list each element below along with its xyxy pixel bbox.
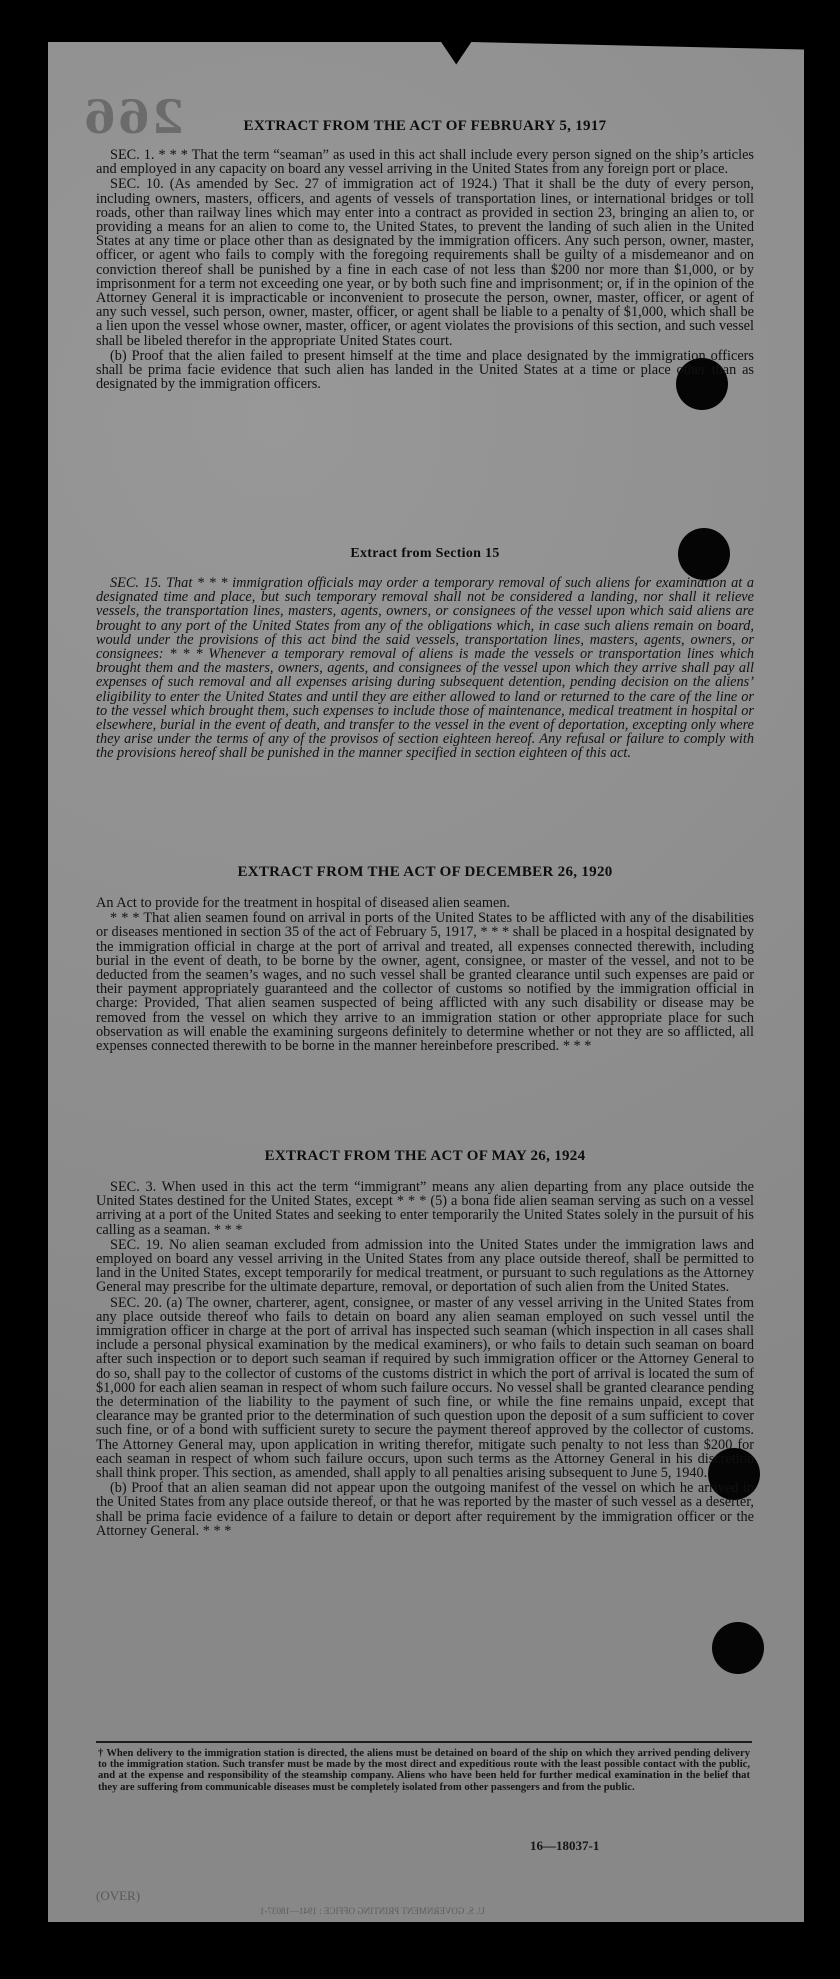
sec-19-paragraph: SEC. 19. No alien seaman excluded from admission into the United States under the immigration laws and employed on board any vessel arriving in the United States from any place outside thereof, shall be permitted to land in the United States, except temporarily for medical treatment, or pursuant to such regulations as the Attorney General may prescribe for the ultimate departure, removal, or deportation of such alien from the United States. xyxy=(96,1236,754,1296)
sec-3-paragraph: SEC. 3. When used in this act the term “immigrant” means any alien departing from any place outside the United States destined for the United States, except * * * (5) a bona fide alien seaman serving as such on a vessel arriving at a port of the United States and seeking to enter temporarily the United States solely in the pursuit of his calling as a seaman. * * * xyxy=(96,1179,754,1238)
footnote: † When delivery to the immigration station is directed, the aliens must be detained on board of the ship on which they arrived pending delivery to the immigration station. Such transfer must be made by the most direct and expeditious route with the least possible contact with the public, and at the expense and responsibility of the steamship company. Aliens who have been held for further medical examination in the belief that they are suffering from communicable diseases must be completely isolated from other passengers and from the public. xyxy=(98,1748,750,1793)
act-1920-text xyxy=(96,896,754,1054)
over-mark: (OVER) xyxy=(96,1888,141,1903)
sec-10-b-paragraph: (b) Proof that the alien failed to present himself at the time and place designated by the immigration officers shall be prima facie evidence that such alien has landed in the United States at a time or place other than as designated by the immigration officers. xyxy=(96,347,754,393)
heading-act-1917: EXTRACT FROM THE ACT OF FEBRUARY 5, 1917 xyxy=(243,118,607,134)
stamp-number: 266 xyxy=(82,90,185,144)
printer-mark: U. S. GOVERNMENT PRINTING OFFICE : 1941—18037-1 xyxy=(260,1906,485,1916)
sec-1-paragraph: SEC. 1. * * * That the term “seaman” as used in this act shall include every person signed on the ship’s articles and employed in any capacity on board any vessel arriving in the United States from any foreign port or place. xyxy=(96,147,754,178)
act-1917-text xyxy=(96,148,754,392)
heading-act-1920: EXTRACT FROM THE ACT OF DECEMBER 26, 1920 xyxy=(237,864,613,880)
act-1920-body: * * * That alien seamen found on arrival in ports of the United States to be afflicted with any of the disabilities or diseases mentioned in section 35 of the act of February 5, 1917, * * * shall be placed in a hospital designated by the immigration official in charge at the port of arrival and treated, all expenses connected therewith, including burial in the event of death, to be borne by the owner, agent, consignee, or master of the vessel, and not to be deducted from the seamen’s wages, and no such vessel shall be granted clearance until such expenses are paid or their payment appropriately guaranteed and the collector of customs so notified by the immigration official in charge: Provided, That alien seamen suspected of being afflicted with any such disability or disease may be removed from the vessel on which they arrive to an immigration station or other appropriate place for such observation as will enable the examining surgeons definitely to determine whether or not they are so afflicted, all expenses connected therewith to be borne in the manner hereinbefore prescribed. * * * xyxy=(96,910,754,1055)
sec-10-paragraph: SEC. 10. (As amended by Sec. 27 of immigration act of 1924.) That it shall be the duty of every person, including owners, masters, officers, and agents of vessels of transportation lines, or international bridges or toll roads, other than railway lines which may enter into a contract as provided in section 23, bringing an alien to, or providing a means for an alien to come to, the United States, to prevent the landing of such alien in the United States at any time or place other than as designated by the immigration officers. Any such person, owner, master, officer, or agent who fails to comply with the foregoing requirements shall be guilty of a misdemeanor and on conviction thereof shall be punished by a fine in each case of not less than $200 nor more than $1,000, or by imprisonment for a term not exceeding one year, or by both such fine and imprisonment; or, if in the opinion of the Attorney General it is impracticable or inconvenient to prosecute the person, owner, master, officer, or agent of any such vessel, such person, owner, master, officer, or agent shall be liable to a penalty of $1,000, which shall be a lien upon the vessel whose owner, master, officer, or agent violates the provisions of this section, and such vessel shall be libeled therefor in the appropriate United States court. xyxy=(96,176,754,349)
heading-section-15: Extract from Section 15 xyxy=(350,546,500,561)
sec-15-paragraph: SEC. 15. That * * * immigration officials may order a temporary removal of such aliens for examination at a designated time and place, but such temporary removal shall not be considered a landing, nor shall it relieve vessels, the transportation lines, masters, agents, owners, or consignees of the vessel upon which said aliens are brought to any port of the United States from any of the obligations which, in case such aliens remain on board, would under the provisions of this act bind the said vessels, transportation lines, masters, agents, owners, or consignees: * * * Whenever a temporary removal of aliens is made the vessels or transportation lines which brought them and the masters, owners, agents, and consignees of the vessel upon which they arrive shall pay all expenses of such removal and all expenses arising during subsequent detention, pending decision on the aliens’ eligibility to enter the United States and until they are either allowed to land or returned to the care of the line or to the vessel which brought them, such expenses to include those of maintenance, medical treatment in hospital or elsewhere, burial in the event of death, and transfer to the vessel in the event of deportation, excepting only where they arise under the terms of any of the provisos of section eighteen hereof. Any refusal or failure to comply with the provisions hereof shall be punished in the manner specified in section eighteen of this act. xyxy=(96,575,754,762)
heading-act-1924: EXTRACT FROM THE ACT OF MAY 26, 1924 xyxy=(264,1148,586,1164)
act-1924-text xyxy=(96,1180,754,1539)
sec-20-b-paragraph: (b) Proof that an alien seaman did not appear upon the outgoing manifest of the vessel on which he arrived in the United States from any place outside thereof, or that he was reported by the master of such vessel as a deserter, shall be prima facie evidence of a failure to detain or deport after requirement by the immigration officer or the Attorney General. * * * xyxy=(96,1480,754,1539)
sec-20-paragraph: SEC. 20. (a) The owner, charterer, agent, consignee, or master of any vessel arriving in the United States from any place outside thereof who fails to detain on board any alien seaman employed on such vessel until the immigration officer in charge at the port of arrival has inspected such seaman (which inspection in all cases shall include a personal physical examination by the medical examiners), or who fails to detain such seaman on board after such inspection or to deport such seaman if required by such immigration officer or the Attorney General to do so, shall pay to the collector of customs of the customs district in which the port of arrival is located the sum of $1,000 for each alien seaman in respect of whom such failure occurs. No vessel shall be granted clearance pending the determination of the liability to the payment of such fine, or while the fine remains unpaid, except that clearance may be granted prior to the determination of such question upon the deposit of a sum sufficient to cover such fine, or of a bond with sufficient surety to secure the payment thereof approved by the collector of customs. The Attorney General may, upon application in writing therefor, mitigate such penalty to not less than $200 for each seaman in respect of whom such failure occurs, upon such terms as the Attorney General in his discretion shall think proper. This section, as amended, shall apply to all penalties arising subsequent to June 5, 1940. xyxy=(96,1294,754,1482)
form-number: 16—18037-1 xyxy=(530,1838,600,1853)
punch-hole xyxy=(712,1622,764,1674)
act-1920-intro: An Act to provide for the treatment in hospital of diseased alien seamen. xyxy=(96,895,511,911)
footnote-divider xyxy=(96,1741,752,1743)
section-15-text xyxy=(96,576,754,762)
